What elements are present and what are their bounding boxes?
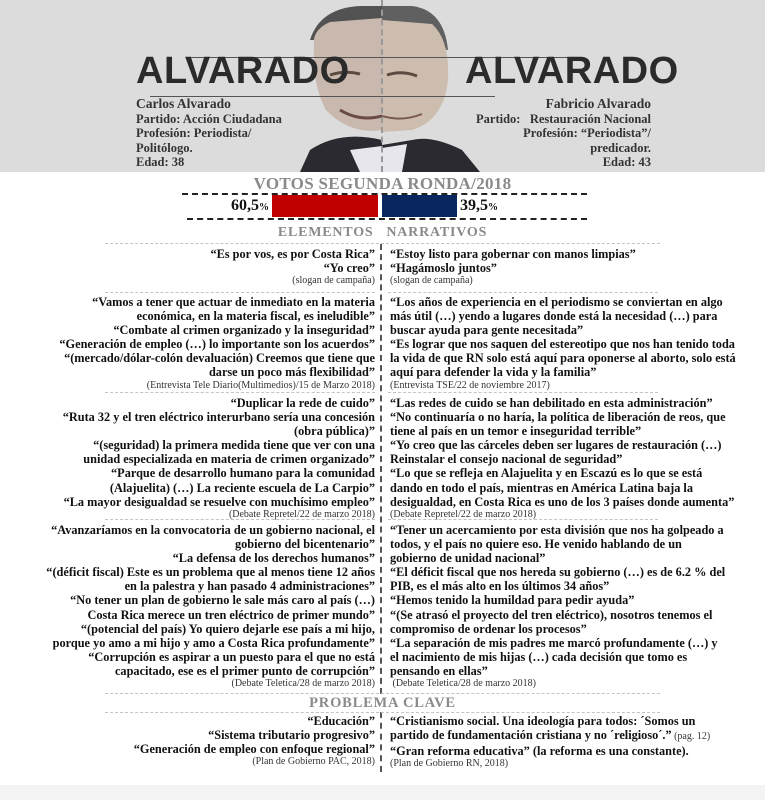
- quote: todos, y el país no quiere eso. He venido hablando de un: [390, 537, 682, 552]
- quote: desigualdad, en Costa Rica es uno de los 3 países donde aumenta”: [390, 494, 735, 509]
- left-block-repretel: [0, 396, 375, 521]
- quote: “(déficit fiscal) Este es un problema que al menos tiene 12 años: [46, 565, 375, 580]
- quote: “Hagámoslo juntos”: [390, 261, 497, 276]
- quote: “(mercado/dólar-colón devaluación) Creemos que tiene que: [64, 351, 375, 366]
- header-banner: [0, 0, 765, 172]
- quote: pensando en ellas”: [390, 663, 488, 678]
- quote: unidad especializada en materia de crimen organizado”: [83, 452, 375, 467]
- center-divider-bottom: [380, 712, 384, 772]
- quote: “Generación de empleo con enfoque regional”: [133, 742, 375, 757]
- quote: “Avanzaríamos en la convocatoria de un gobierno nacional, el: [51, 523, 375, 537]
- left-block-teled: [0, 295, 375, 392]
- left-surname: ALVARADO: [136, 50, 350, 92]
- quote: aquí para defender la vida y la familia”: [390, 365, 597, 380]
- right-candidate-party: Partido: Restauración Nacional: [476, 111, 651, 126]
- quote: el nacimiento de mis hijas (…) cada decisión que tomo es: [390, 649, 688, 664]
- right-block-plan: [390, 714, 760, 770]
- quote: darse un poco más flexibilidad”: [208, 365, 375, 380]
- block-separator: [388, 392, 658, 393]
- quote: gobierno de unidad nacional”: [390, 551, 546, 566]
- vote-value-fabricio: 39,5: [460, 197, 488, 214]
- quote: Costa Rica merece un tren eléctrico de primer mundo”: [87, 607, 375, 622]
- vote-bar-fabricio: [382, 195, 457, 217]
- quote: “Sistema tributario progresivo”: [208, 728, 375, 743]
- vote-unit: %: [488, 202, 498, 213]
- quote: “Es por vos, es por Costa Rica”: [210, 247, 375, 261]
- quote: “El déficit fiscal que nos hereda su gobierno (…) es de 6.2 % del: [390, 565, 726, 580]
- quote: Reinstalar el consejo nacional de seguridad”: [390, 452, 623, 467]
- quote: “La mayor desigualdad se resuelve con muchísimo empleo”: [63, 494, 375, 509]
- section-separator: [105, 712, 660, 713]
- quote: compromiso de ordenar los procesos”: [390, 621, 587, 636]
- quote: “Corrupción es aspirar a un puesto para el que no está: [88, 649, 375, 664]
- quote: “Parque de desarrollo humano para la comunidad: [111, 466, 375, 481]
- left-block-teletica: [0, 523, 375, 690]
- quote: “Tener un acercamiento por esta división que nos ha golpeado a: [390, 523, 724, 537]
- votes-dash-bottom: [187, 218, 587, 220]
- quote-with-note: [390, 728, 760, 744]
- block-separator: [105, 519, 375, 520]
- right-block-teletica: [390, 523, 760, 690]
- right-candidate-profession-cont: predicador.: [590, 140, 651, 155]
- left-block-slogans: [0, 247, 375, 287]
- block-separator: [105, 292, 375, 293]
- quote: “Estoy listo para gobernar con manos limpias”: [390, 247, 636, 261]
- right-block-repretel: [390, 396, 760, 521]
- source-citation: (Entrevista TSE/22 de noviembre 2017): [390, 379, 550, 391]
- source-citation: (slogan de campaña): [390, 275, 473, 287]
- page-note: (pag. 12): [671, 731, 711, 743]
- quote: tiene al país en un temor e inseguridad terrible”: [390, 424, 642, 439]
- vote-unit: %: [259, 202, 269, 213]
- quote: “Las redes de cuido se han debilitado en esta administración”: [390, 396, 713, 410]
- quote: “Duplicar la rede de cuido”: [230, 396, 375, 410]
- footer-band: [0, 785, 765, 800]
- left-candidate-profession-cont: Politólogo.: [136, 140, 193, 155]
- right-block-slogans: [390, 247, 760, 287]
- quote: buscar ayuda para gente necesitada”: [390, 323, 584, 338]
- left-candidate-name: Carlos Alvarado: [136, 96, 231, 111]
- quote: (obra pública)”: [294, 424, 375, 439]
- quote: capacitado, ese es el primer punto de corrupción”: [114, 663, 375, 678]
- vote-pct-fabricio: [460, 197, 498, 215]
- vote-bar-carlos: [272, 195, 378, 217]
- left-candidate-age: Edad: 38: [136, 155, 185, 169]
- quote: “Yo creo que las cárceles deben ser lugares de restauración (…): [390, 438, 722, 453]
- right-candidate-profession: Profesión: “Periodista”/: [523, 126, 651, 140]
- quote-text: partido de fundamentación cristiana y no ´religioso´.”: [390, 728, 672, 743]
- quote: “(potencial del país) Yo quiero dejarle ese país a mi hijo,: [80, 621, 375, 636]
- quote: (Alajuelita) (…) La reciente escuela de La Carpio”: [109, 480, 375, 495]
- quote: “Es lograr que nos saquen del estereotipo que nos han tenido toda: [390, 337, 735, 352]
- source-citation: (Debate Repretel/22 de marzo 2018): [228, 508, 375, 520]
- quote: más útil (…) yendo a lugares donde está la necesidad (…) para: [390, 309, 718, 324]
- quote: dando en todo el país, mientras en América Latina baja la: [390, 480, 693, 495]
- quote: económica, en la materia fiscal, es ineludible”: [136, 309, 375, 324]
- section-separator: [105, 693, 660, 694]
- portrait-divider: [381, 0, 383, 172]
- left-candidate-party: Partido: Acción Ciudadana: [136, 111, 282, 126]
- center-divider: [380, 244, 384, 694]
- right-candidate-name: Fabricio Alvarado: [545, 96, 651, 111]
- quote: “Gran reforma educativa” (la reforma es una constante).: [390, 744, 689, 759]
- quote: “Combate al crimen organizado y la inseguridad”: [113, 323, 375, 338]
- right-surname: ALVARADO: [465, 50, 679, 92]
- quote: “Educación”: [307, 714, 375, 728]
- quote: “Hemos tenido la humildad para pedir ayuda”: [390, 593, 635, 608]
- votes-title: VOTOS SEGUNDA RONDA/2018: [253, 174, 512, 193]
- quote: “Los años de experiencia en el periodismo se conviertan en algo: [390, 295, 723, 309]
- block-separator: [388, 292, 658, 293]
- source-citation: (Plan de Gobierno RN, 2018): [390, 758, 509, 770]
- quote: “La separación de mis padres me marcó profundamente (…) y: [390, 635, 718, 650]
- quote: “Vamos a tener que actuar de inmediato en la materia: [92, 295, 375, 309]
- quote: porque yo amo a mi hijo y amo a Costa Rica profundamente”: [52, 635, 375, 650]
- quote: en la palestra y han pasado 4 administraciones”: [124, 579, 375, 594]
- source-citation: (Debate Teletica/28 de marzo 2018): [390, 678, 536, 690]
- left-candidate-profession: Profesión: Periodista/: [136, 126, 252, 140]
- vote-pct-carlos: [231, 197, 269, 215]
- problem-section-title: PROBLEMA CLAVE: [309, 695, 456, 711]
- quote: la vida de que RN solo está aquí para oponerse al aborto, solo está: [390, 351, 736, 366]
- vote-value-carlos: 60,5: [231, 197, 259, 214]
- quote: PIB, es el más alto en los últimos 34 años”: [390, 579, 610, 594]
- quote: “Lo que se refleja en Alajuelita y en Escazú es lo que se está: [390, 466, 703, 481]
- quote: “(Se atrasó el proyecto del tren eléctrico), nosotros tenemos el: [390, 607, 713, 622]
- quote: “No continuaría o no haría, la política de liberación de reos, que: [390, 410, 726, 425]
- quote: “Cristianismo social. Una ideología para todos: ´Somos un: [390, 714, 696, 728]
- quote: “(seguridad) la primera medida tiene que ver con una: [93, 438, 375, 453]
- right-candidate-age: Edad: 43: [602, 155, 651, 169]
- quote: “No tener un plan de gobierno le sale más caro al país (…): [70, 593, 375, 608]
- block-separator: [388, 519, 658, 520]
- right-candidate-info: [436, 97, 651, 170]
- quote: gobierno del bicentenario”: [234, 537, 375, 552]
- left-candidate-info: [136, 97, 282, 170]
- quote: “La defensa de los derechos humanos”: [172, 551, 375, 566]
- quote: “Ruta 32 y el tren eléctrico interurbano sería una concesión: [62, 410, 375, 425]
- left-block-plan: [0, 714, 375, 768]
- right-block-tse: [390, 295, 760, 392]
- source-citation: (Debate Repretel/22 de marzo 2018): [390, 508, 537, 520]
- source-citation: (Entrevista Tele Diario(Multimedios)/15 de Marzo 2018): [146, 379, 375, 391]
- source-citation: (Plan de Gobierno PAC, 2018): [252, 756, 375, 768]
- source-citation: (slogan de campaña): [292, 275, 375, 287]
- block-separator: [105, 392, 375, 393]
- quote: “Generación de empleo (…) lo importante son los acuerdos”: [59, 337, 375, 352]
- narrative-section-title: ELEMENTOS NARRATIVOS: [277, 225, 488, 240]
- source-citation: (Debate Teletica/28 de marzo 2018): [231, 678, 375, 690]
- quote: “Yo creo”: [323, 261, 375, 276]
